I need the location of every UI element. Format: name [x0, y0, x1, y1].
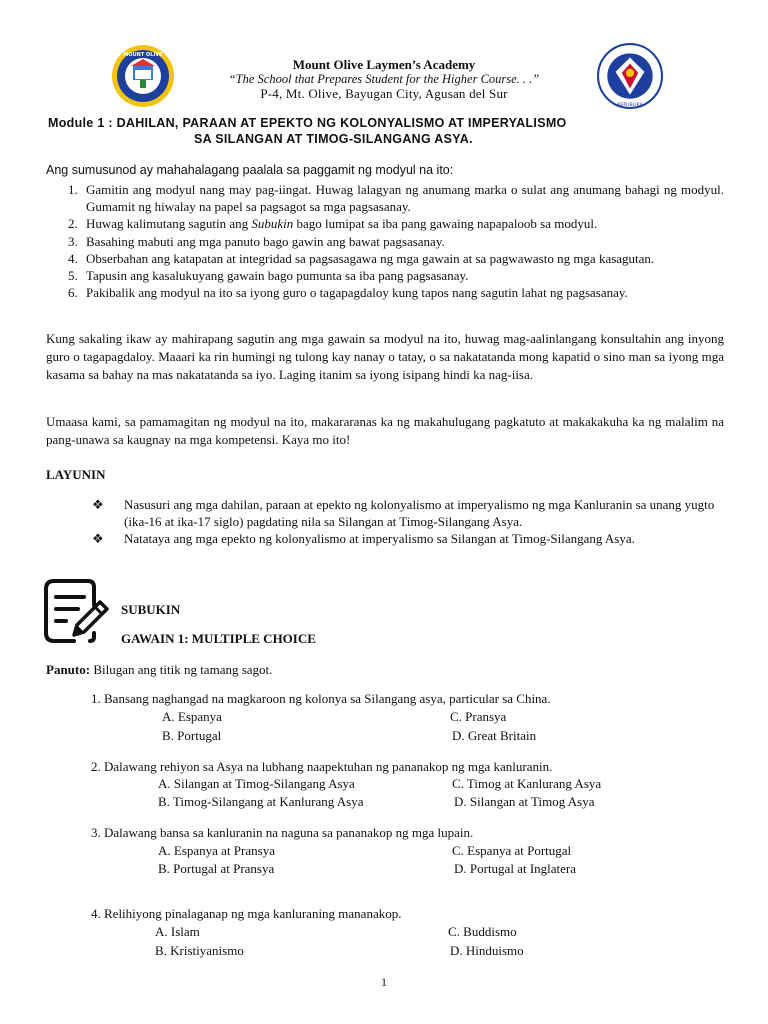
- guideline-number: 4.: [68, 250, 78, 266]
- objective-text: Natataya ang mga epekto ng kolonyalismo at imperyalismo sa Silangan at Timog-Silangang Asya.: [124, 531, 635, 546]
- instructions-text: Bilugan ang titik ng tamang sagot.: [90, 662, 273, 677]
- svg-text:MOUNT OLIVE: MOUNT OLIVE: [123, 52, 163, 58]
- choice-d: D. Great Britain: [452, 728, 537, 743]
- encouragement-paragraph: Umaasa kami, sa pamamagitan ng modyul na ito, makararanas ka ng makahulugang pagkatuto at makakakuha ka ng malalim na pang-unawa sa kaugnay na mga kompetensi. Kaya mo ito!: [46, 414, 724, 447]
- objective-item: [90, 497, 724, 530]
- question-stem: 2. Dalawang rehiyon sa Asya na lubhang naapektuhan ng pananakop ng mga kanluranin.: [91, 759, 553, 774]
- question-stem: 1. Bansang naghangad na magkaroon ng kolonya sa Silangang asya, particular sa China.: [91, 691, 551, 706]
- module-title: [48, 115, 567, 147]
- choice-c: C. Pransya: [450, 709, 507, 724]
- choice-b: B. Timog-Silangang at Kanlurang Asya: [158, 794, 364, 809]
- choice-b: B. Kristiyanismo: [155, 943, 244, 958]
- module-title-line2: SA SILANGAN AT TIMOG-SILANGANG ASYA.: [194, 132, 473, 146]
- school-address: P-4, Mt. Olive, Bayugan City, Agusan del Sur: [260, 86, 508, 101]
- choice-d: D. Hinduismo: [450, 943, 524, 958]
- choice-a: A. Espanya at Pransya: [158, 843, 275, 858]
- guideline-text: Pakibalik ang modyul na ito sa iyong guro o tagapagdaloy kung tapos nang sagutin lahat ng pagsasanay.: [86, 285, 628, 301]
- guideline-text: Obserbahan ang katapatan at integridad sa pagsasagawa ng mga gawain at sa pagwawasto ng mga kasagutan.: [86, 250, 655, 266]
- guideline-number: 5.: [68, 268, 78, 284]
- school-name: Mount Olive Laymen’s Academy: [292, 57, 476, 72]
- guideline-text: Basahing mabuti ang mga panuto bago gawin ang bawat pagsasanay.: [86, 233, 445, 249]
- help-paragraph: Kung sakaling ikaw ay mahirapang sagutin ang mga gawain sa modyul na ito, huwag mag-aalinlangang konsultahin ang inyong guro o tagapagdaloy. Maaari ka rin humingi ng tulong kay nanay o tatay, o sa nakatatanda mong kapatid o sino man sa iyong mga kasama sa bahay na mas nakatatanda sa iyo. Laging itanim sa iyong isipang hindi ka nag-iisa.: [46, 331, 724, 382]
- instructions: [46, 662, 272, 678]
- school-tagline: “The School that Prepares Student for the Higher Course. . .”: [228, 72, 540, 86]
- choice-c: C. Timog at Kanlurang Asya: [452, 776, 602, 791]
- notepad-pencil-icon: [40, 575, 112, 647]
- choice-c: C. Buddismo: [448, 924, 517, 939]
- guideline-text: Gamitin ang modyul nang may pag-iingat. Huwag lalagyan ng anumang marka o sulat ang anumang bahagi ng modyul. Gumamit ng hiwalay na papel sa pagsagot sa mga pagsasanay.: [86, 182, 724, 215]
- objectives-list: [90, 497, 724, 549]
- subukin-emphasis: Subukin: [251, 216, 294, 232]
- guideline-number: 6.: [68, 285, 78, 301]
- guideline-item: [48, 250, 724, 267]
- guideline-number: 3.: [68, 233, 78, 249]
- choice-d: D. Silangan at Timog Asya: [454, 794, 595, 809]
- guideline-item: [48, 181, 724, 215]
- objective-item: [90, 531, 724, 548]
- choice-a: A. Islam: [155, 924, 200, 939]
- objective-text: Nasusuri ang mga dahilan, paraan at epekto ng kolonyalismo at imperyalismo ng mga Kanluranin sa unang yugto (ika-16 at ika-17 siglo) pagdating nila sa Silangan at Timog-Silangang Asya.: [124, 497, 715, 529]
- guideline-text: Tapusin ang kasalukuyang gawain bago pumunta sa iba pang pagsasanay.: [86, 268, 469, 284]
- question-stem: 3. Dalawang bansa sa kanluranin na naguna sa pananakop ng mga lupain.: [91, 825, 474, 840]
- layunin-heading: LAYUNIN: [46, 467, 106, 482]
- guidelines-intro: Ang sumusunod ay mahahalagang paalala sa paggamit ng modyul na ito:: [46, 163, 454, 177]
- guideline-item: [48, 233, 724, 250]
- guideline-item: [48, 215, 724, 232]
- choice-c: C. Espanya at Portugal: [452, 843, 572, 858]
- question-stem: 4. Relihiyong pinalaganap ng mga kanluraning mananakop.: [91, 906, 402, 921]
- diamond-bullet-icon: ❖: [92, 531, 104, 546]
- guideline-item: [48, 267, 724, 284]
- choice-d: D. Portugal at Inglatera: [454, 861, 577, 876]
- choice-b: B. Portugal at Pransya: [158, 861, 275, 876]
- guidelines-list: [48, 181, 724, 301]
- page-number: 1: [381, 975, 387, 989]
- svg-text:REPUBLIKA: REPUBLIKA: [617, 102, 643, 108]
- module-title-line1: Module 1 : DAHILAN, PARAAN AT EPEKTO NG KOLONYALISMO AT IMPERYALISMO: [48, 116, 567, 130]
- choice-a: A. Espanya: [162, 709, 222, 724]
- guideline-item: [48, 284, 724, 301]
- guideline-number: 2.: [68, 216, 78, 232]
- diamond-bullet-icon: ❖: [92, 497, 104, 512]
- activity-title: GAWAIN 1: MULTIPLE CHOICE: [121, 631, 316, 646]
- guideline-number: 1.: [68, 182, 78, 197]
- choice-b: B. Portugal: [162, 728, 222, 743]
- instructions-label: Panuto:: [46, 662, 91, 677]
- subukin-heading: SUBUKIN: [121, 602, 181, 617]
- choice-a: A. Silangan at Timog-Silangang Asya: [158, 776, 355, 791]
- guideline-text: Huwag kalimutang sagutin ang Subukin bago lumipat sa iba pang gawaing napapaloob sa modyul.: [86, 216, 598, 232]
